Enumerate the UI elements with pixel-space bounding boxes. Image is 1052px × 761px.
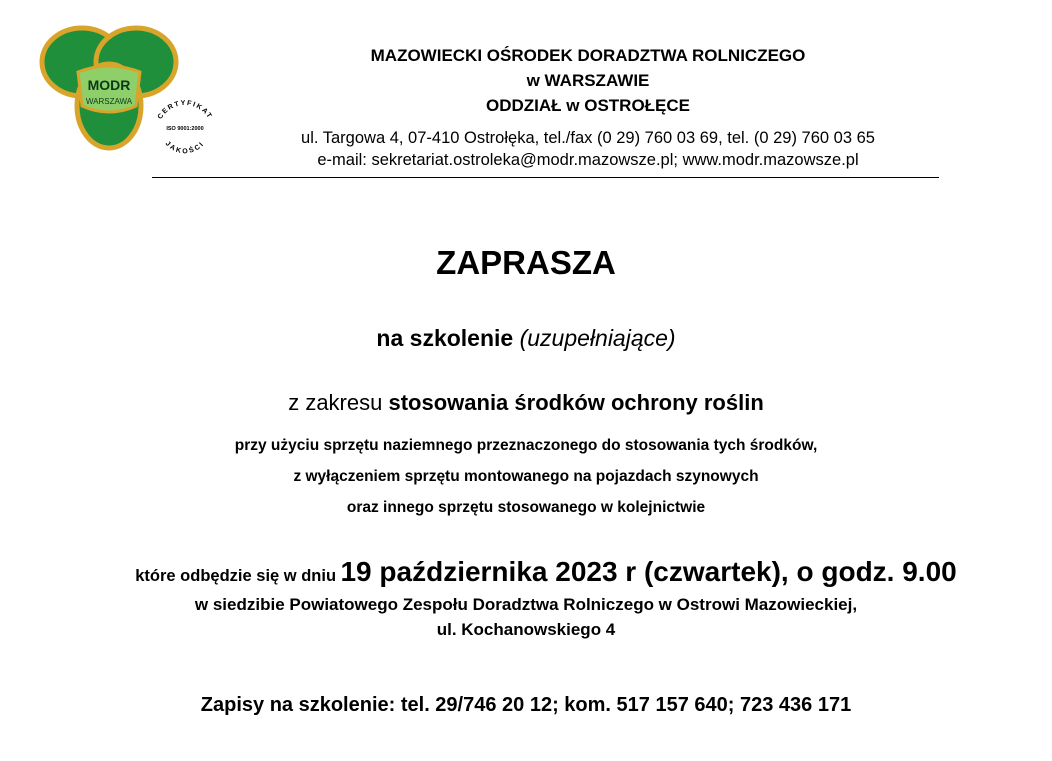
org-name-line1: MAZOWIECKI OŚRODEK DORADZTWA ROLNICZEGO	[370, 46, 806, 65]
date-prefix: które odbędzie się w dniu	[135, 567, 337, 585]
invitation-heading: ZAPRASZA	[436, 244, 616, 281]
org-contact: e-mail: sekretariat.ostroleka@modr.mazowsze.pl; www.modr.mazowsze.pl	[317, 151, 859, 169]
date-line	[0, 556, 1052, 588]
signup-contact: Zapisy na szkolenie: tel. 29/746 20 12; kom. 517 157 640; 723 436 171	[200, 694, 852, 716]
training-line	[0, 325, 1052, 352]
scope-line	[0, 390, 1052, 416]
org-address: ul. Targowa 4, 07-410 Ostrołęka, tel./fax (0 29) 760 03 69, tel. (0 29) 760 03 65	[301, 129, 875, 147]
detail-line-3: oraz innego sprzętu stosowanego w kolejnictwie	[346, 499, 706, 516]
logo-text: MODR	[87, 77, 131, 93]
venue-line-1: w siedzibie Powiatowego Zespołu Doradztwa Rolniczego w Ostrowi Mazowieckiej,	[194, 595, 858, 614]
org-name-line2: w WARSZAWIE	[526, 71, 650, 90]
scope-subject: stosowania środków ochrony roślin	[388, 390, 764, 415]
venue-line-2: ul. Kochanowskiego 4	[436, 620, 616, 639]
training-prefix: na szkolenie	[376, 325, 514, 351]
training-type: (uzupełniające)	[519, 325, 676, 351]
date-value: 19 października 2023 r (czwartek), o godz. 9.00	[340, 556, 957, 587]
cert-iso-text: ISO 9001:2000	[166, 126, 204, 132]
svg-text:CERTYFIKAT	[157, 100, 214, 121]
logo-subtext: WARSZAWA	[85, 97, 133, 106]
iso-certificate-stamp	[152, 92, 218, 156]
header-divider	[152, 177, 939, 178]
svg-text:JAKOŚCI	[164, 140, 206, 155]
cert-bottom-text: JAKOŚCI	[163, 140, 207, 156]
detail-line-2: z wyłączeniem sprzętu montowanego na pojazdach szynowych	[293, 468, 759, 485]
scope-prefix: z zakresu	[288, 390, 383, 415]
detail-line-1: przy użyciu sprzętu naziemnego przeznaczonego do stosowania tych środków,	[234, 437, 818, 454]
org-name-line3: ODDZIAŁ w OSTROŁĘCE	[486, 96, 690, 115]
cert-arc-text: CERTYFIKAT	[156, 99, 214, 121]
